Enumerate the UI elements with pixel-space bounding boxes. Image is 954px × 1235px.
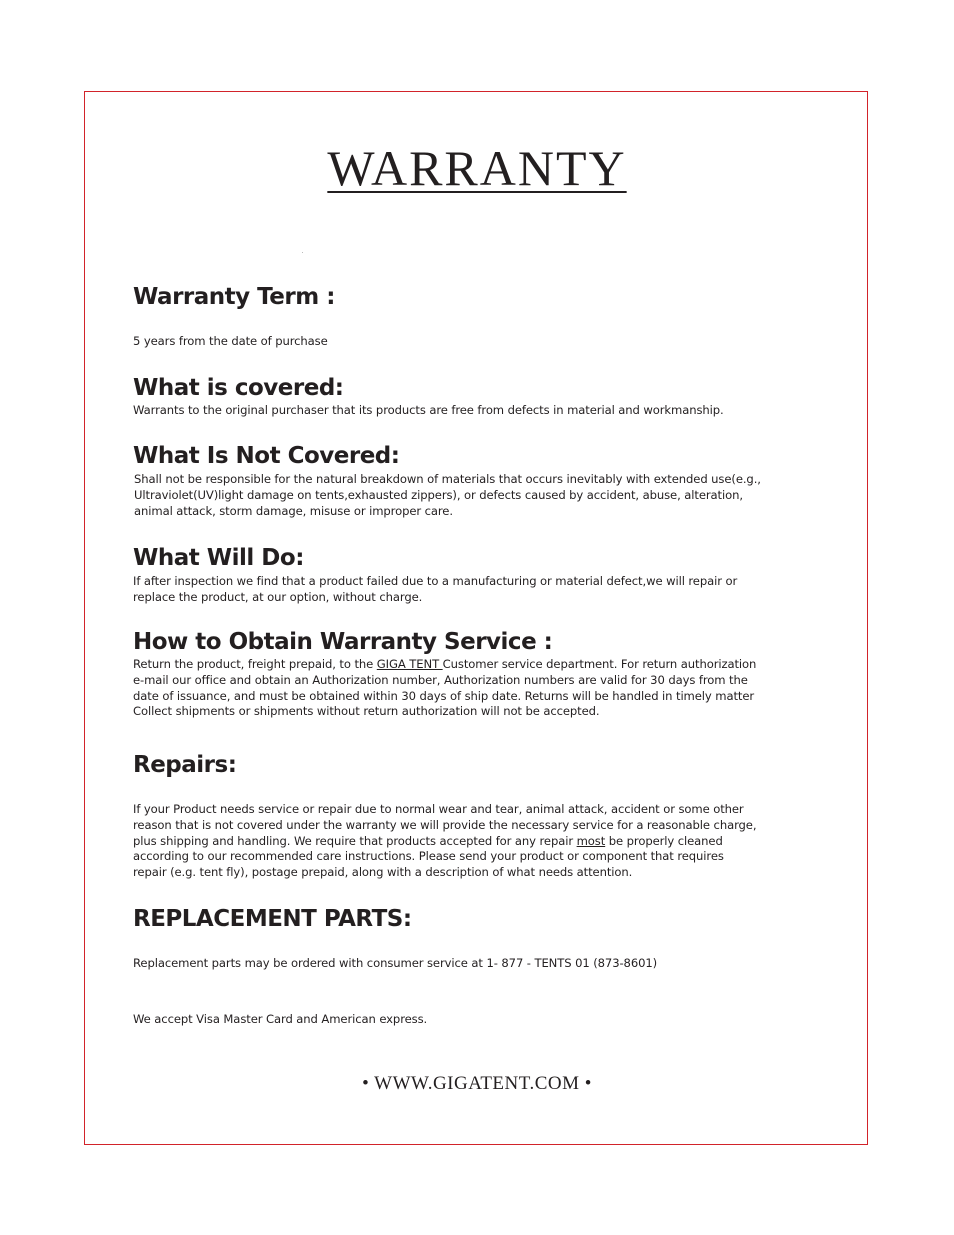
replacement-parts-text: Replacement parts may be ordered with consumer service at 1- 877 - TENTS 01 (873-8601) [133,956,658,970]
text-line: Collect shipments or shipments without return authorization will not be accepted. [133,704,600,719]
text-line: Ultraviolet(UV)light damage on tents,exhausted zippers), or defects caused by accident, abuse, alteration, [134,487,743,502]
covered-heading: What is covered: [133,375,344,401]
will-do-heading: What Will Do: [133,545,304,571]
covered-text: Warrants to the original purchaser that its products are free from defects in material and workmanship. [133,403,724,417]
payment-text: We accept Visa Master Card and American express. [133,1012,428,1026]
text-line: Return the product, freight prepaid, to the GIGA TENT Customer service department. For return authorization [133,657,757,671]
warranty-term-heading: Warranty Term : [133,284,335,310]
text-line: Shall not be responsible for the natural breakdown of materials that occurs inevitably with extended use(e.g., [134,472,761,486]
text-line: If after inspection we find that a product failed due to a manufacturing or material defect,we will repair or [133,574,738,588]
obtain-service-heading: How to Obtain Warranty Service : [133,629,553,655]
obtain-service-text [133,657,756,720]
warranty-term-text: 5 years from the date of purchase [133,334,328,348]
text-line: e-mail our office and obtain an Authorization number, Authorization numbers are valid for 30 days from the [133,672,748,687]
page-border [84,91,868,1145]
text-line: plus shipping and handling. We require that products accepted for any repair most be properly cleaned [133,833,723,848]
text-line: reason that is not covered under the warranty we will provide the necessary service for a reasonable charge, [133,817,757,832]
giga-tent-link[interactable]: GIGA TENT [376,657,443,671]
text-line: If your Product needs service or repair due to normal wear and tear, animal attack, accident or some other [133,802,744,816]
text-line: according to our recommended care instructions. Please send your product or component that requires [133,849,724,864]
replacement-parts-heading: REPLACEMENT PARTS: [133,906,412,932]
page-title: WARRANTY [327,140,627,196]
stray-mark [302,252,303,253]
repairs-text [133,802,756,881]
not-covered-text [134,472,761,519]
text-line: date of issuance, and must be obtained within 30 days of ship date. Returns will be handled in timely matter [133,688,755,703]
website-footer[interactable]: • WWW.GIGATENT.COM • [362,1073,592,1094]
not-covered-heading: What Is Not Covered: [133,443,400,469]
repairs-heading: Repairs: [133,752,237,778]
will-do-text [133,574,737,606]
text-line: replace the product, at our option, without charge. [133,589,423,604]
text-line: repair (e.g. tent fly), postage prepaid, along with a description of what needs attention. [133,865,633,880]
text-line: animal attack, storm damage, misuse or improper care. [134,503,453,518]
